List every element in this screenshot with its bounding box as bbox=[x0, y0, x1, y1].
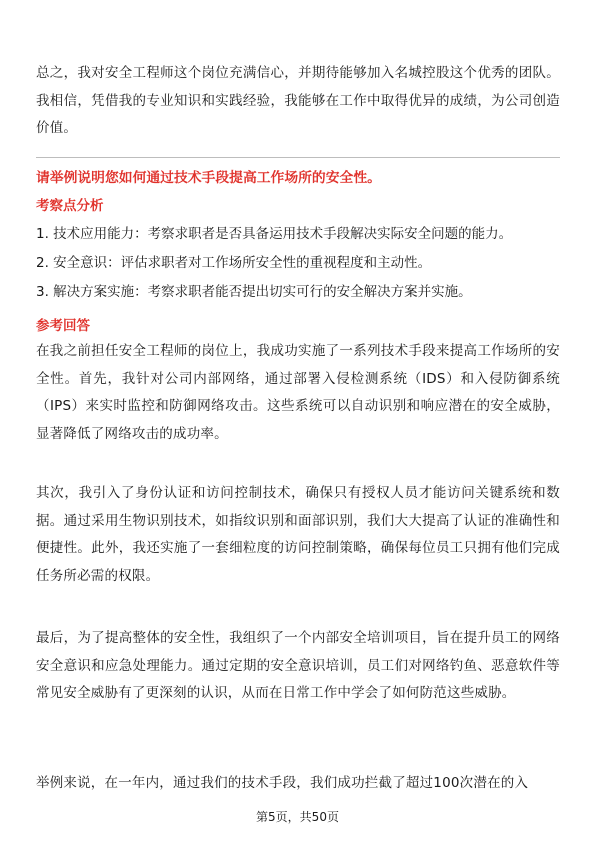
analysis-item: 1. 技术应用能力：考察求职者是否具备运用技术手段解决实际安全问题的能力。 bbox=[36, 226, 513, 242]
analysis-item: 3. 解决方案实施：考察求职者能否提出切实可行的安全解决方案并实施。 bbox=[36, 284, 472, 300]
analysis-title: 考察点分析 bbox=[36, 198, 104, 214]
section-divider bbox=[36, 157, 560, 158]
answer-paragraph: 其次，我引入了身份认证和访问控制技术，确保只有授权人员才能访问关键系统和数据。通过采用生物识别技术，如指纹识别和面部识别，我们大大提高了认证的准确性和便捷性。此外，我还实施了一套细粒度的访问控制策略，确保每位员工只拥有他们完成任务所必需的权限。 bbox=[36, 485, 560, 584]
page-number: 第5页，共50页 bbox=[256, 810, 339, 824]
answer-paragraph: 最后，为了提高整体的安全性，我组织了一个内部安全培训项目，旨在提升员工的网络安全意识和应急处理能力。通过定期的安全意识培训，员工们对网络钓鱼、恶意软件等常见安全威胁有了更深刻的认识，从而在日常工作中学会了如何防范这些威胁。 bbox=[36, 630, 560, 701]
answer-paragraph: 在我之前担任安全工程师的岗位上，我成功实施了一系列技术手段来提高工作场所的安全性。首先，我针对公司内部网络，通过部署入侵检测系统（IDS）和入侵防御系统（IPS）来实时监控和防御网络攻击。这些系统可以自动识别和响应潜在的安全威胁，显著降低了网络攻击的成功率。 bbox=[36, 343, 560, 442]
answer-title: 参考回答 bbox=[36, 318, 90, 334]
intro-paragraph: 总之，我对安全工程师这个岗位充满信心，并期待能够加入名城控股这个优秀的团队。我相信，凭借我的专业知识和实践经验，我能够在工作中取得优异的成绩，为公司创造价值。 bbox=[36, 65, 560, 136]
question-heading: 请举例说明您如何通过技术手段提高工作场所的安全性。 bbox=[36, 170, 381, 186]
analysis-item: 2. 安全意识：评估求职者对工作场所安全性的重视程度和主动性。 bbox=[36, 255, 432, 271]
answer-paragraph: 举例来说，在一年内，通过我们的技术手段，我们成功拦截了超过100次潜在的入 bbox=[36, 775, 529, 791]
